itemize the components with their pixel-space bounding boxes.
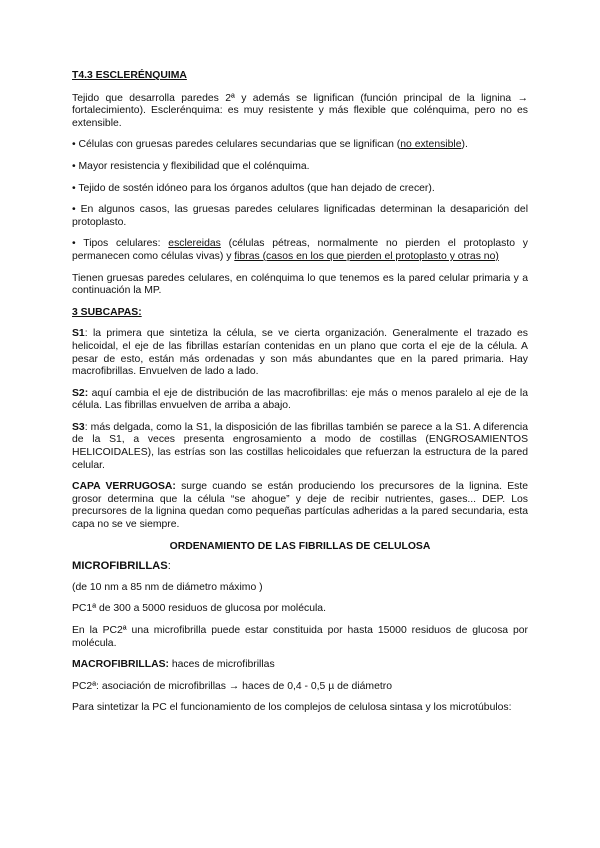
ordenamiento-heading: ORDENAMIENTO DE LAS FIBRILLAS DE CELULOSA [169, 540, 431, 552]
s3-paragraph [72, 422, 528, 472]
esclereidas-term: esclereidas [168, 238, 221, 250]
intro-paragraph: Tejido que desarrolla paredes 2ª y además se lignifican (función principal de la lignina → fortalecimiento). Esclerénquima: es muy resistente y más flexible que colénquima, pero no es extensible. [72, 92, 528, 129]
bullet-5 [72, 238, 528, 263]
micro-size: (de 10 nm a 85 nm de diámetro máximo ) [72, 581, 263, 593]
bullet-2: • Mayor resistencia y flexibilidad que el colénquima. [72, 160, 310, 172]
s1-label: S1 [72, 328, 85, 340]
microfibrillas-colon: : [167, 560, 171, 573]
s1-text: : la primera que sintetiza la célula, se ve cierta organización. Generalmente el trazado es helicoidal, el eje de las fibrillas estarían contenidas en un plano que corta el eje de la célula. A pesar de esto, están más ordenadas y son más abundantes que en la pared primaria. Hay macrofibrillas. Envuelven de lado a lado. [72, 328, 528, 378]
thick-walls-paragraph: Tienen gruesas paredes celulares, en colénquima lo que tenemos es la pared celular primaria y a continuación la MP. [72, 272, 528, 297]
microfibrillas-heading: MICROFIBRILLAS [72, 560, 168, 573]
bullet-1 [72, 139, 528, 152]
bullet-1-end: ). [461, 139, 468, 151]
page-title: T4.3 ESCLERÉNQUIMA [72, 70, 187, 81]
bullet-1-underlined: no extensible [400, 139, 462, 151]
s1-paragraph [72, 328, 528, 378]
subcapas-heading: 3 SUBCAPAS: [72, 306, 142, 318]
fibras-term: fibras (casos en los que pierden el protoplasto y otras no) [234, 250, 499, 262]
s2-text: aquí cambia el eje de distribución de las macrofibrillas: eje más o menos paralelo al eje de la célula. Las fibrillas envuelven de arriba a abajo. [72, 387, 528, 412]
macro-text: haces de microfibrillas [168, 659, 275, 671]
sintetizar-paragraph: Para sintetizar la PC el funcionamiento de los complejos de celulosa sintasa y los microtúbulos: [72, 702, 512, 714]
s3-label: S3 [72, 421, 85, 433]
pc2-assoc-paragraph: PC2ª: asociación de microfibrillas → haces de 0,4 - 0,5 µ de diámetro [72, 680, 392, 692]
s2-paragraph [72, 388, 528, 413]
verrugosa-text: surge cuando se están produciendo los precursores de la lignina. Este grosor determina que la célula “se ahogue” y deje de recibir nutrientes, gases... DEP. Los precursores de la lignina quedan como pequeñas partículas adheridas a la pared secundaria, esta capa no se ve siempre. [72, 481, 528, 531]
bullet-4: • En algunos casos, las gruesas paredes celulares lignificadas determinan la desaparición del protoplasto. [72, 204, 528, 228]
bullet-3: • Tejido de sostén idóneo para los órganos adultos (que han dejado de crecer). [72, 182, 435, 194]
bullet-5-text-b: (células pétreas, normalmente no pierden el protoplasto y permanecen como células vivas) y [72, 238, 529, 262]
pc1-paragraph: PC1ª de 300 a 5000 residuos de glucosa por molécula. [72, 603, 326, 615]
macro-label: MACROFIBRILLAS: [72, 659, 169, 671]
bullet-1-text: • Células con gruesas paredes celulares secundarias que se lignifican ( [72, 139, 401, 151]
pc2-paragraph: En la PC2ª una microfibrilla puede estar constituida por hasta 15000 residuos de glucosa por molécula. [72, 625, 528, 649]
macro-paragraph [72, 659, 528, 672]
document-page [72, 70, 528, 724]
verrugosa-paragraph [72, 481, 528, 531]
verrugosa-label: CAPA VERRUGOSA: [72, 481, 176, 493]
microfibrillas-heading-line [72, 560, 528, 573]
s3-text: : más delgada, como la S1, la disposición de las fibrillas también se parece a la S1. A diferencia de la S1, a veces presenta engrosamiento a modo de costillas (ENGROSAMIENTOS HELICOIDALES), las estrías son las costillas helicoidales que refuerzan la estructura de la pared celular. [72, 421, 528, 471]
s2-label: S2: [72, 387, 89, 399]
bullet-5-text-a: • Tipos celulares: [72, 238, 169, 250]
